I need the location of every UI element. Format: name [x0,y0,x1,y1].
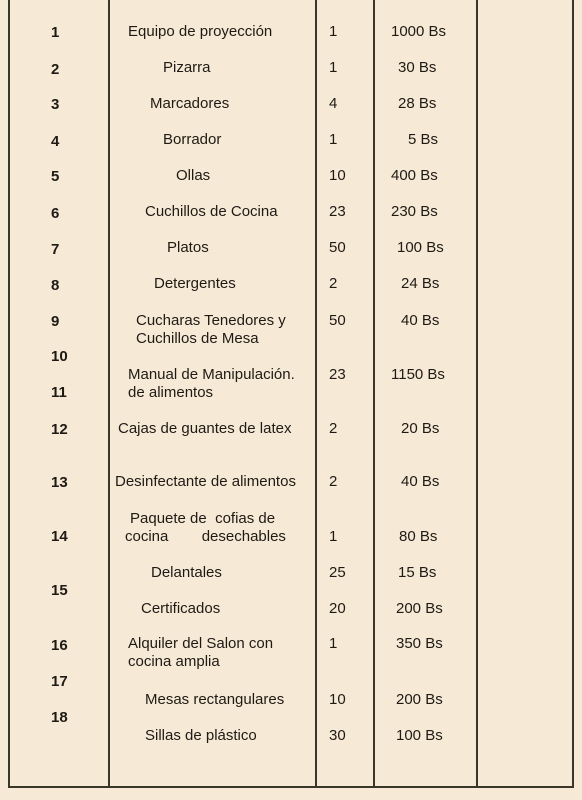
item-description-line2: cocina amplia [128,653,220,670]
item-quantity: 2 [329,420,338,437]
item-price: 100 Bs [397,239,444,256]
item-price: 40 Bs [401,473,440,490]
item-description: Cuchillos de Cocina [145,203,278,220]
row-number: 11 [51,384,67,401]
item-price: 5 Bs [408,131,439,148]
item-price: 100 Bs [396,727,443,744]
item-description-line2: cocina desechables [125,528,286,545]
item-description: Borrador [163,131,222,148]
item-description: Detergentes [154,275,236,292]
row-number: 8 [51,277,60,294]
row-number: 5 [51,168,60,185]
row-number: 17 [51,673,68,690]
item-quantity: 1 [329,59,338,76]
item-description: Cajas de guantes de latex [118,420,292,437]
item-quantity: 10 [329,691,346,708]
row-number: 14 [51,528,68,545]
item-quantity: 1 [329,131,338,148]
item-description: Equipo de proyección [128,23,273,40]
row-number: 6 [51,205,60,222]
item-description-line2: de alimentos [128,384,214,401]
row-number: 3 [51,96,60,113]
row-number: 13 [51,474,68,491]
item-description: Pizarra [163,59,211,76]
item-quantity: 1 [329,23,338,40]
item-price: 400 Bs [391,167,438,184]
item-quantity: 50 [329,312,346,329]
item-description: Marcadores [150,95,230,112]
item-quantity: 1 [329,528,338,545]
column-divider [108,0,110,788]
item-quantity: 25 [329,564,346,581]
item-price: 24 Bs [401,275,440,292]
item-description: Desinfectante de alimentos [115,473,296,490]
item-description: Mesas rectangulares [145,691,285,708]
item-quantity: 20 [329,600,346,617]
item-price: 20 Bs [401,420,440,437]
row-number: 16 [51,637,68,654]
item-quantity: 23 [329,366,346,383]
item-price: 30 Bs [398,59,437,76]
item-quantity: 10 [329,167,346,184]
item-description-line1: Manual de Manipulación. [128,366,295,383]
item-description-line2: Cuchillos de Mesa [136,330,259,347]
item-price: 1150 Bs [391,366,445,383]
item-quantity: 30 [329,727,346,744]
column-divider [373,0,375,788]
item-description: Certificados [141,600,221,617]
item-description: Delantales [151,564,222,581]
item-price: 230 Bs [391,203,438,220]
item-price: 28 Bs [398,95,437,112]
item-quantity: 4 [329,95,338,112]
item-price: 80 Bs [399,528,438,545]
item-quantity: 2 [329,275,338,292]
row-number: 2 [51,61,60,78]
item-price: 40 Bs [401,312,440,329]
item-price: 15 Bs [398,564,437,581]
item-description-line1: Alquiler del Salon con [128,635,274,652]
row-number: 4 [51,133,60,150]
item-price: 350 Bs [396,635,443,652]
row-number: 18 [51,709,68,726]
table-frame [8,0,574,788]
item-price: 1000 Bs [391,23,447,40]
item-description: Ollas [176,167,211,184]
row-number: 1 [51,24,60,41]
row-number: 9 [51,313,60,330]
column-divider [315,0,317,788]
row-number: 12 [51,421,68,438]
item-quantity: 23 [329,203,346,220]
row-number: 7 [51,241,60,258]
item-description-line1: Cucharas Tenedores y [136,312,286,329]
row-number: 10 [51,348,68,365]
item-description: Sillas de plástico [145,727,257,744]
item-quantity: 1 [329,635,338,652]
item-price: 200 Bs [396,691,443,708]
row-number: 15 [51,582,68,599]
item-description: Platos [167,239,209,256]
item-quantity: 2 [329,473,338,490]
item-price: 200 Bs [396,600,443,617]
item-description-line1: Paquete de cofias de [130,510,276,527]
column-divider [476,0,478,788]
item-quantity: 50 [329,239,346,256]
